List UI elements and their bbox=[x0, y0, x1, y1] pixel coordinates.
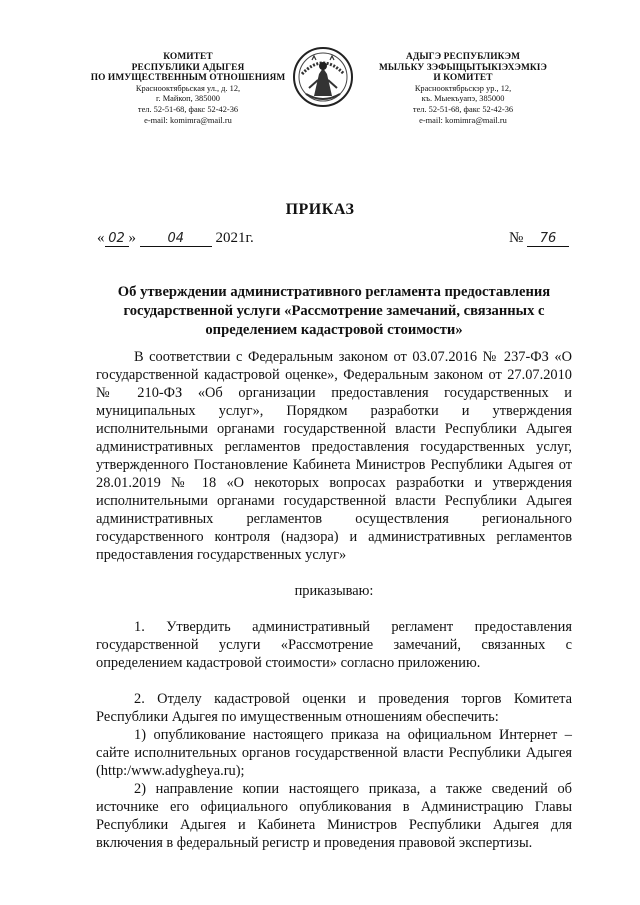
number-field bbox=[527, 231, 569, 247]
document-type-title: ПРИКАЗ bbox=[285, 201, 355, 218]
order-body bbox=[96, 348, 572, 852]
org-name-line1: КОМИТЕТ bbox=[163, 52, 213, 62]
address-line2: г. Майкоп, 385000 bbox=[156, 94, 220, 104]
email: e-mail: komimra@mail.ru bbox=[144, 115, 232, 125]
address-adyghe-line2: къ. Мыекъуапэ, 385000 bbox=[421, 94, 505, 104]
item-2: 2. Отделу кадастровой оценки и проведения торгов Комитета Республики Адыгея по имущественным отношениям обеспечить: bbox=[96, 691, 572, 725]
date-open-quote: « bbox=[97, 230, 105, 246]
order-word: приказываю: bbox=[294, 583, 374, 599]
order-number bbox=[509, 230, 569, 247]
org-name-line3: ПО ИМУЩЕСТВЕННЫМ ОТНОШЕНИЯМ bbox=[90, 73, 286, 84]
item-2-subitem-2: 2) направление копии настоящего приказа, а также сведений об источнике его официального опубликования в Администрацию Главы Республики Адыгея и Кабинета Министров Республики Адыгея для включения в федеральный регистр и проведения правовой экспертизы. bbox=[96, 781, 572, 851]
coat-of-arms-icon bbox=[292, 44, 354, 110]
phone-fax: тел. 52-51-68, факс 52-42-36 bbox=[137, 104, 239, 114]
org-name-adyghe-line2: МЫЛЬКУ ЗЭФЫЩЫТЫКІЭХЭМКІЭ bbox=[378, 62, 548, 73]
org-name-adyghe-line3: И КОМИТЕТ bbox=[433, 73, 493, 84]
number-sign: № bbox=[509, 230, 524, 246]
date-day-field bbox=[105, 231, 129, 247]
item-1: 1. Утвердить административный регламент предоставления государственной услуги «Рассмотрение замечаний, связанных с определением кадастровой стоимости» согласно приложению. bbox=[96, 619, 572, 671]
org-name-adyghe-line1: АДЫГЭ РЕСПУБЛИКЭМ bbox=[405, 52, 521, 62]
address-line1: Краснооктябрьская ул., д. 12, bbox=[135, 83, 241, 93]
date-year: 2021г. bbox=[215, 230, 254, 246]
email-adyghe: e-mail: komimra@mail.ru bbox=[419, 115, 507, 125]
address-adyghe-line1: Краснооктябрьскэр ур., 12, bbox=[414, 83, 512, 93]
phone-fax-adyghe: тел. 52-51-68, факс 52-42-36 bbox=[412, 104, 514, 114]
date-close-quote: » bbox=[128, 230, 136, 246]
number-handwritten: 76 bbox=[539, 231, 557, 246]
date-day-handwritten: 02 bbox=[108, 231, 125, 246]
date-month-handwritten: 04 bbox=[167, 231, 185, 246]
org-name-line2: РЕСПУБЛИКИ АДЫГЕЯ bbox=[131, 62, 245, 73]
item-2-subitem-1: 1) опубликование настоящего приказа на официальном Интернет – сайте исполнительных органов государственной власти Республики Адыгея (http:/www.adygheya.ru); bbox=[96, 727, 572, 779]
preamble-paragraph: В соответствии с Федеральным законом от 03.07.2016 № 237-ФЗ «О государственной кадастровой оценке», Федеральным законом от 27.07.2010 № 210-ФЗ «Об организации предоставления государственных и муниципальных услуг», Порядком разработки и утверждения исполнительными органами государственной власти Республики Адыгея административных регламентов предоставления государственных услуг, утвержденного Постановление Кабинета Министров Республики Адыгея от 28.01.2019 № 18 «О некоторых вопросах разработки и утверждения исполнительными органами государственной власти Республики Адыгея административных регламентов осуществления регионального государственного контроля (надзора) и административных регламентов предоставления государственных услуг» bbox=[96, 349, 572, 563]
letterhead-left bbox=[88, 52, 288, 126]
letterhead-right bbox=[358, 52, 568, 126]
order-date bbox=[97, 230, 254, 247]
date-month-field bbox=[140, 231, 212, 247]
order-subject: Об утверждении административного регламента предоставления государственной услуги «Рассмотрение замечаний, связанных с определением кадастровой стоимости» bbox=[117, 284, 551, 338]
